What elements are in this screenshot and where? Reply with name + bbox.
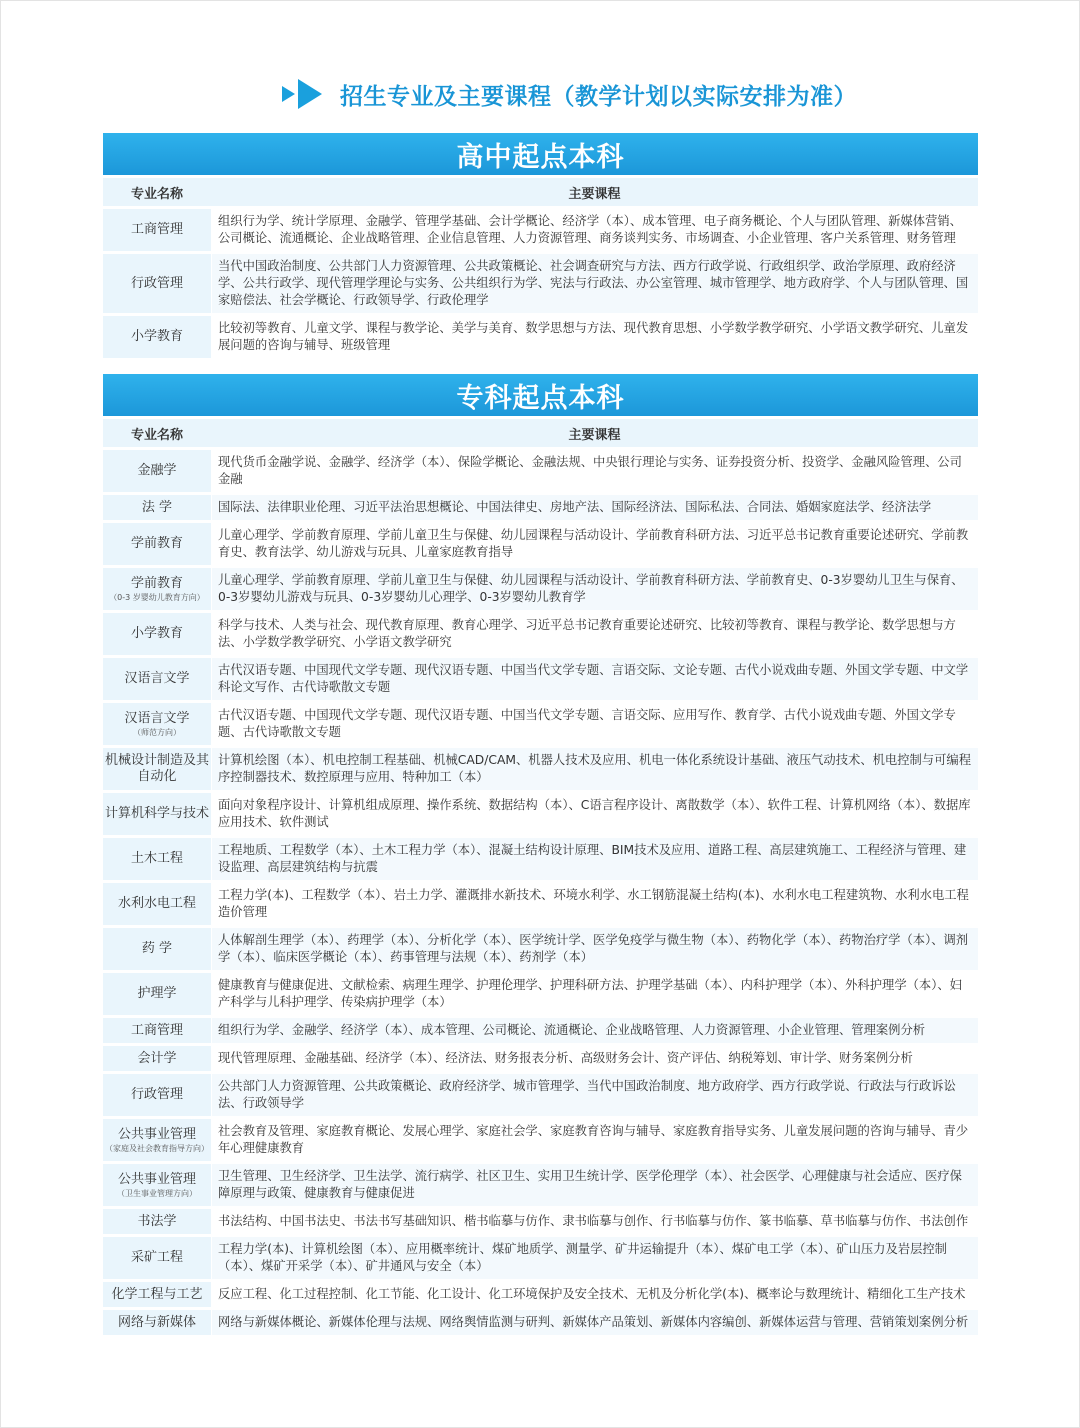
major-name-cell — [103, 1164, 211, 1206]
table-row — [103, 495, 978, 520]
major-direction: （卫生事业管理方向） — [117, 1188, 197, 1198]
table-row — [103, 1018, 978, 1043]
major-name-cell — [103, 568, 211, 610]
table-row — [103, 209, 978, 251]
section-banner-high: 高中起点本科 — [103, 133, 978, 175]
major-direction: （家庭及社会教育指导方向） — [105, 1143, 209, 1153]
major-name-cell — [103, 1282, 211, 1307]
major-name: 工商管理 — [130, 222, 183, 237]
table-row — [103, 254, 978, 313]
major-name: 汉语言文学 — [124, 671, 190, 686]
courses-cell: 儿童心理学、学前教育原理、学前儿童卫生与保健、幼儿园课程与活动设计、学前教育科研方法、学前教育史、0-3岁婴幼儿卫生与保育、0-3岁婴幼儿游戏与玩具、0-3岁婴幼儿心理学、0-3岁婴幼儿教育学 — [211, 568, 978, 610]
major-name-cell — [103, 450, 211, 492]
major-name-cell — [103, 523, 211, 565]
table-row — [103, 973, 978, 1015]
major-name: 计算机科学与技术 — [105, 806, 210, 821]
major-name: 学前教育 — [130, 575, 183, 591]
table-row — [103, 1237, 978, 1279]
courses-cell: 古代汉语专题、中国现代文学专题、现代汉语专题、中国当代文学专题、言语交际、应用写作、教育学、古代小说戏曲专题、外国文学专题、古代诗歌散文专题 — [211, 703, 978, 745]
major-name-cell — [103, 973, 211, 1015]
table-college-start — [103, 371, 978, 1338]
major-name: 小学教育 — [130, 329, 183, 344]
major-name: 水利水电工程 — [117, 896, 196, 911]
table-row — [103, 883, 978, 925]
major-name-cell — [103, 254, 211, 313]
major-name-cell — [103, 495, 211, 520]
courses-cell: 国际法、法律职业伦理、习近平法治思想概论、中国法律史、房地产法、国际经济法、国际私法、合同法、婚姻家庭法学、经济法学 — [211, 495, 978, 520]
courses-cell: 科学与技术、人类与社会、现代教育原理、教育心理学、习近平总书记教育重要论述研究、比较初等教育、课程与教学论、数学思想与方法、小学数学教学研究、小学语文教学研究 — [211, 613, 978, 655]
table-row — [103, 748, 978, 790]
table-row — [103, 1282, 978, 1307]
major-name: 公共事业管理 — [117, 1126, 196, 1142]
table-row — [103, 928, 978, 970]
major-name: 药 学 — [141, 941, 173, 956]
page-heading — [282, 72, 857, 116]
major-name: 化学工程与工艺 — [111, 1286, 203, 1302]
double-arrow-icon — [282, 79, 322, 109]
column-header-major: 专业名称 — [103, 178, 211, 206]
major-name-cell — [103, 1119, 211, 1161]
major-name-cell — [103, 209, 211, 251]
courses-cell: 书法结构、中国书法史、书法书写基础知识、楷书临摹与仿作、隶书临摹与创作、行书临摹与仿作、篆书临摹、草书临摹与仿作、书法创作 — [211, 1209, 978, 1234]
courses-cell: 反应工程、化工过程控制、化工节能、化工设计、化工环境保护及安全技术、无机及分析化学(本)、概率论与数理统计、精细化工生产技术 — [211, 1282, 978, 1307]
major-name-cell — [103, 613, 211, 655]
major-name-cell — [103, 1237, 211, 1279]
courses-cell: 工程力学(本)、工程数学（本）、岩土力学、灌溉排水新技术、环境水利学、水工钢筋混凝土结构(本)、水利水电工程建筑物、水利水电工程造价管理 — [211, 883, 978, 925]
major-name: 机械设计制造及其自动化 — [105, 753, 210, 784]
major-name: 工商管理 — [130, 1022, 183, 1038]
major-name-cell — [103, 1018, 211, 1043]
major-name-cell — [103, 1310, 211, 1335]
major-name-cell — [103, 1046, 211, 1071]
courses-cell: 计算机绘图（本）、机电控制工程基础、机械CAD/CAM、机器人技术及应用、机电一体化系统设计基础、液压气动技术、机电控制与可编程序控制器技术、数控原理与应用、特种加工（本） — [211, 748, 978, 790]
major-name: 公共事业管理 — [117, 1171, 196, 1187]
table-row — [103, 793, 978, 835]
major-name: 书法学 — [137, 1213, 177, 1229]
column-header-courses: 主要课程 — [211, 178, 978, 206]
courses-cell: 工程地质、工程数学（本）、土木工程力学（本）、混凝土结构设计原理、BIM技术及应用、道路工程、高层建筑施工、工程经济与管理、建设监理、高层建筑结构与抗震 — [211, 838, 978, 880]
table-row — [103, 568, 978, 610]
table-row — [103, 1046, 978, 1071]
column-header-major: 专业名称 — [103, 419, 211, 447]
table-row — [103, 450, 978, 492]
major-name: 行政管理 — [130, 1087, 183, 1102]
courses-cell: 古代汉语专题、中国现代文学专题、现代汉语专题、中国当代文学专题、言语交际、文论专题、古代小说戏曲专题、外国文学专题、中文学科论文写作、古代诗歌散文专题 — [211, 658, 978, 700]
major-name: 小学教育 — [130, 626, 183, 641]
major-name-cell — [103, 316, 211, 358]
major-name-cell — [103, 928, 211, 970]
courses-cell: 组织行为学、金融学、经济学（本）、成本管理、公司概论、流通概论、企业战略管理、人力资源管理、小企业管理、管理案例分析 — [211, 1018, 978, 1043]
courses-cell: 健康教育与健康促进、文献检索、病理生理学、护理伦理学、护理科研方法、护理学基础（本）、内科护理学（本）、外科护理学（本）、妇产科学与儿科护理学、传染病护理学（本） — [211, 973, 978, 1015]
courses-cell: 卫生管理、卫生经济学、卫生法学、流行病学、社区卫生、实用卫生统计学、医学伦理学（本）、社会医学、心理健康与社会适应、医疗保障原理与政策、健康教育与健康促进 — [211, 1164, 978, 1206]
major-name: 金融学 — [137, 463, 177, 478]
major-name: 会计学 — [137, 1050, 177, 1066]
table-high-school-start — [103, 130, 978, 361]
major-name: 汉语言文学 — [124, 710, 190, 726]
major-name-cell — [103, 703, 211, 745]
table-row — [103, 1074, 978, 1116]
major-name-cell — [103, 838, 211, 880]
major-name: 采矿工程 — [130, 1250, 183, 1265]
major-name-cell — [103, 1209, 211, 1234]
table-row — [103, 1209, 978, 1234]
major-name-cell — [103, 793, 211, 835]
courses-cell: 工程力学(本)、计算机绘图（本）、应用概率统计、煤矿地质学、测量学、矿井运输提升（本）、煤矿电工学（本）、矿山压力及岩层控制（本）、煤矿开采学（本）、矿井通风与安全（本） — [211, 1237, 978, 1279]
major-name: 行政管理 — [130, 275, 183, 291]
courses-cell: 现代管理原理、金融基础、经济学（本）、经济法、财务报表分析、高级财务会计、资产评估、纳税筹划、审计学、财务案例分析 — [211, 1046, 978, 1071]
courses-cell: 面向对象程序设计、计算机组成原理、操作系统、数据结构（本）、C语言程序设计、离散数学（本）、软件工程、计算机网络（本）、数据库应用技术、软件测试 — [211, 793, 978, 835]
table-row — [103, 838, 978, 880]
major-name-cell — [103, 748, 211, 790]
courses-cell: 比较初等教育、儿童文学、课程与教学论、美学与美育、数学思想与方法、现代教育思想、小学数学教学研究、小学语文教学研究、儿童发展问题的咨询与辅导、班级管理 — [211, 316, 978, 358]
table-row — [103, 1119, 978, 1161]
major-name: 网络与新媒体 — [117, 1314, 196, 1330]
major-name: 学前教育 — [130, 536, 183, 551]
major-direction: （0-3 岁婴幼儿教育方向） — [109, 592, 205, 602]
column-header-courses: 主要课程 — [211, 419, 978, 447]
courses-cell: 现代货币金融学说、金融学、经济学（本）、保险学概论、金融法规、中央银行理论与实务、证券投资分析、投资学、金融风险管理、公司金融 — [211, 450, 978, 492]
courses-cell: 人体解剖生理学（本）、药理学（本）、分析化学（本）、医学统计学、医学免疫学与微生物（本）、药物化学（本）、药物治疗学（本）、调剂学（本）、临床医学概论（本）、药事管理与法规（本）、药剂学（本） — [211, 928, 978, 970]
table-row — [103, 523, 978, 565]
courses-cell: 社会教育及管理、家庭教育概论、发展心理学、家庭社会学、家庭教育咨询与辅导、家庭教育指导实务、儿童发展问题的咨询与辅导、青少年心理健康教育 — [211, 1119, 978, 1161]
courses-cell: 公共部门人力资源管理、公共政策概论、政府经济学、城市管理学、当代中国政治制度、地方政府学、西方行政学说、行政法与行政诉讼法、行政领导学 — [211, 1074, 978, 1116]
courses-cell: 儿童心理学、学前教育原理、学前儿童卫生与保健、幼儿园课程与活动设计、学前教育科研方法、习近平总书记教育重要论述研究、学前教育史、教育法学、幼儿游戏与玩具、儿童家庭教育指导 — [211, 523, 978, 565]
major-name: 护理学 — [137, 986, 177, 1001]
major-name: 土木工程 — [130, 851, 183, 866]
table-row — [103, 316, 978, 358]
section-banner-college: 专科起点本科 — [103, 374, 978, 416]
table-row — [103, 658, 978, 700]
major-direction: （师范方向） — [133, 727, 181, 737]
major-name: 法 学 — [141, 499, 173, 515]
table-row — [103, 703, 978, 745]
courses-cell: 组织行为学、统计学原理、金融学、管理学基础、会计学概论、经济学（本）、成本管理、电子商务概论、个人与团队管理、新媒体营销、公司概论、流通概论、企业战略管理、企业信息管理、人力资源管理、商务谈判实务、市场调查、小企业管理、客户关系管理、财务管理 — [211, 209, 978, 251]
courses-cell: 当代中国政治制度、公共部门人力资源管理、公共政策概论、社会调查研究与方法、西方行政学说、行政组织学、政治学原理、政府经济学、公共行政学、现代管理学理论与实务、公共组织行为学、宪法与行政法、办公室管理、城市管理学、地方政府学、个人与团队管理、国家赔偿法、社会学概论、行政领导学、行政伦理学 — [211, 254, 978, 313]
table-row — [103, 1310, 978, 1335]
table-row — [103, 613, 978, 655]
major-name-cell — [103, 883, 211, 925]
page-title: 招生专业及主要课程（教学计划以实际安排为准） — [340, 83, 857, 110]
major-name-cell — [103, 658, 211, 700]
major-name-cell — [103, 1074, 211, 1116]
table-row — [103, 1164, 978, 1206]
courses-cell: 网络与新媒体概论、新媒体伦理与法规、网络舆情监测与研判、新媒体产品策划、新媒体内容编创、新媒体运营与管理、营销策划案例分析 — [211, 1310, 978, 1335]
